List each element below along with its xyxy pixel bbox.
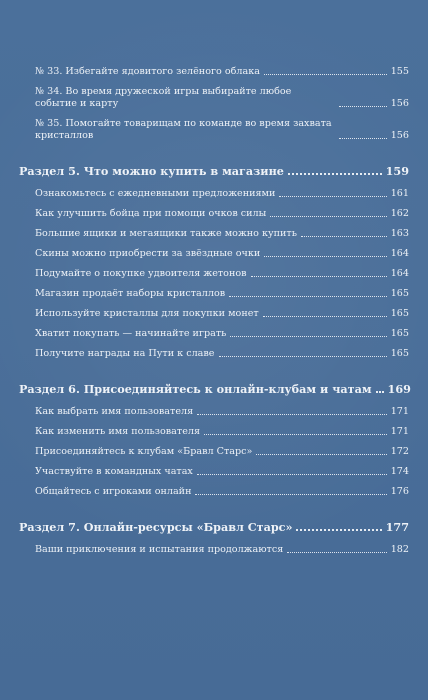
toc-entry	[19, 66, 409, 78]
section-title: Раздел 7. Онлайн-ресурсы «Бравл Старс»	[19, 520, 293, 534]
toc-entry-page: 165	[390, 348, 409, 359]
toc-entry-page: 164	[390, 268, 409, 279]
toc-entry	[19, 406, 409, 418]
toc-section-heading	[19, 520, 409, 534]
dot-leader	[230, 336, 386, 337]
toc-entry-title: Большие ящики и мегаящики также можно купить	[35, 228, 297, 239]
toc-entry-page: 161	[390, 188, 409, 199]
dot-leader	[288, 173, 382, 175]
section-page: 159	[385, 164, 409, 178]
toc-entry	[19, 268, 409, 280]
toc-entry	[19, 188, 409, 200]
toc-entry-title: Ознакомьтесь с ежедневными предложениями	[35, 188, 276, 199]
toc-entry-title: Скины можно приобрести за звёздные очки	[35, 248, 261, 259]
toc-entry-title: Магазин продаёт наборы кристаллов	[35, 288, 226, 299]
dot-leader	[219, 356, 387, 357]
dot-leader	[263, 316, 387, 317]
toc-entry	[19, 308, 409, 320]
toc-entry-page: 164	[390, 248, 409, 259]
dot-leader	[339, 106, 387, 107]
dot-leader	[279, 196, 386, 197]
toc-entry	[19, 466, 409, 478]
dot-leader	[195, 494, 386, 495]
toc-entry	[19, 426, 409, 438]
toc-entry-page: 162	[390, 208, 409, 219]
toc-entry-title: Подумайте о покупке удвоителя жетонов	[35, 268, 247, 279]
toc-entry-title: Участвуйте в командных чатах	[35, 466, 193, 477]
toc-entry-title: Используйте кристаллы для покупки монет	[35, 308, 259, 319]
dot-leader	[264, 74, 387, 75]
toc-entry	[19, 86, 409, 110]
toc-entry-page: 174	[390, 466, 409, 477]
dot-leader	[301, 236, 387, 237]
toc-entry-page: 172	[390, 446, 409, 457]
toc-entry-title: Как изменить имя пользователя	[35, 426, 201, 437]
toc-entry	[19, 486, 409, 498]
dot-leader	[197, 414, 387, 415]
toc-entry	[19, 446, 409, 458]
toc-entry-title: Как выбрать имя пользователя	[35, 406, 194, 417]
dot-leader	[270, 216, 386, 217]
section-page: 169	[387, 382, 411, 396]
toc-entry	[19, 348, 409, 360]
toc-entry-page: 171	[390, 406, 409, 417]
toc-section-heading	[19, 164, 409, 178]
toc-entry-title: № 34. Во время дружеской игры выбирайте любое событие и карту	[35, 86, 292, 109]
dot-leader	[251, 276, 387, 277]
dot-leader	[339, 138, 387, 139]
toc-entry-title: № 35. Помогайте товарищам по команде во время захвата кристаллов	[35, 118, 332, 141]
dot-leader	[229, 296, 387, 297]
toc-entry-title: № 33. Избегайте ядовитого зелёного облака	[35, 66, 260, 77]
toc-entry-page: 171	[390, 426, 409, 437]
toc-entry	[19, 328, 409, 340]
table-of-contents	[19, 66, 409, 564]
toc-entry	[19, 208, 409, 220]
dot-leader	[296, 529, 381, 531]
toc-entry-title: Получите награды на Пути к славе	[35, 348, 215, 359]
toc-entry-title: Общайтесь с игроками онлайн	[35, 486, 192, 497]
toc-entry	[19, 228, 409, 240]
toc-entry-page: 165	[390, 308, 409, 319]
toc-entry	[19, 544, 409, 556]
toc-entry-page: 176	[390, 486, 409, 497]
toc-entry-page: 182	[390, 544, 409, 555]
toc-section-heading	[19, 382, 409, 396]
toc-entry	[19, 288, 409, 300]
toc-entry-title: Как улучшить бойца при помощи очков силы	[35, 208, 267, 219]
toc-entry-title: Ваши приключения и испытания продолжаются	[35, 544, 284, 555]
dot-leader	[256, 454, 386, 455]
toc-entry-page: 155	[390, 66, 409, 77]
dot-leader	[264, 256, 386, 257]
toc-entry-title: Присоединяйтесь к клубам «Бравл Старс»	[35, 446, 253, 457]
toc-entry	[19, 248, 409, 260]
section-title: Раздел 5. Что можно купить в магазине	[19, 164, 284, 178]
dot-leader	[376, 391, 384, 393]
toc-entry-page: 163	[390, 228, 409, 239]
section-title: Раздел 6. Присоединяйтесь к онлайн-клубам и чатам	[19, 382, 372, 396]
toc-entry	[19, 118, 409, 142]
toc-entry-page: 165	[390, 288, 409, 299]
dot-leader	[197, 474, 387, 475]
dot-leader	[204, 434, 387, 435]
section-page: 177	[385, 520, 409, 534]
toc-entry-title: Хватит покупать — начинайте играть	[35, 328, 227, 339]
toc-entry-page: 165	[390, 328, 409, 339]
toc-entry-page: 156	[390, 130, 409, 141]
toc-entry-page: 156	[390, 98, 409, 109]
dot-leader	[287, 552, 386, 553]
